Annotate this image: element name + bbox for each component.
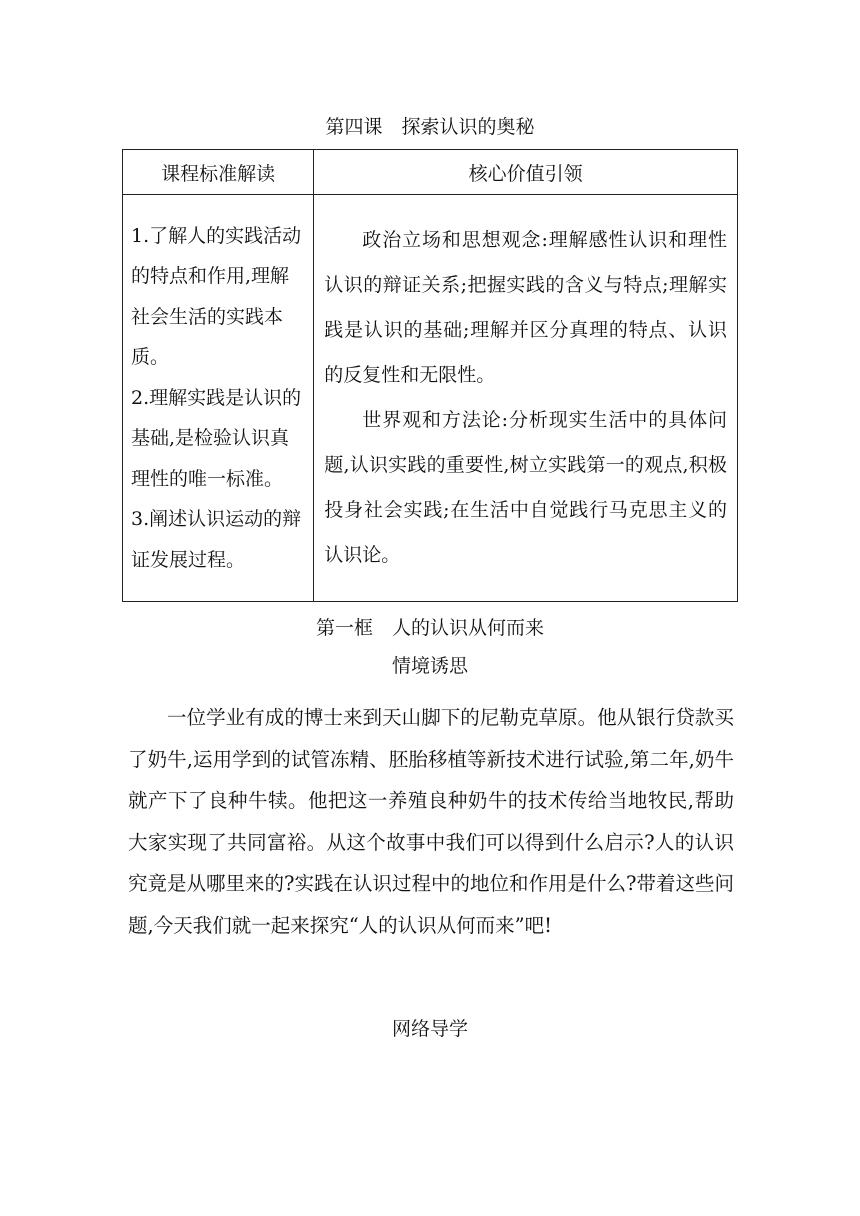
curriculum-standards-table [122, 149, 738, 602]
network-guide-heading: 网络导学 [391, 1018, 468, 1040]
core-values-cell [314, 195, 738, 602]
curriculum-item: 2.理解实践是认识的基础,是检验认识真理性的唯一标准。 [131, 386, 302, 490]
lesson-title: 第四课 探索认识的奥秘 [325, 116, 535, 138]
scenario-paragraph: 一位学业有成的博士来到天山脚下的尼勒克草原。他从银行贷款买了奶牛,运用学到的试管冻精、胚胎移植等新技术进行试验,第二年,奶牛就产下了良种牛犊。他把这一养殖良种奶牛的技术传给当地牧民,帮助大家实现了共同富裕。从这个故事中我们可以得到什么启示?人的认识究竟是从哪里来的?实践在认识过程中的地位和作用是什么?带着这些问题,今天我们就一起来探究“人的认识从何而来”吧! [128, 706, 734, 937]
frame-title: 第一框 人的认识从何而来 [315, 617, 544, 639]
table-body-row [123, 195, 738, 602]
core-value-paragraph: 世界观和方法论:分析现实生活中的具体问题,认识实践的重要性,树立实践第一的观点,积极投身社会实践;在生活中自觉践行马克思主义的认识论。 [324, 409, 727, 566]
scenario-heading: 情境诱思 [391, 655, 468, 677]
core-value-paragraph: 政治立场和思想观念:理解感性认识和理性认识的辩证关系;把握实践的含义与特点;理解实践是认识的基础;理解并区分真理的特点、认识的反复性和无限性。 [324, 229, 727, 386]
header-core-values: 核心价值引领 [314, 150, 738, 195]
curriculum-standards-cell [123, 195, 314, 602]
header-curriculum-standards: 课程标准解读 [123, 150, 314, 195]
curriculum-item: 1.了解人的实践活动的特点和作用,理解社会生活的实践本质。 [131, 224, 302, 369]
curriculum-item: 3.阐述认识运动的辩证发展过程。 [131, 508, 302, 571]
table-header-row [123, 150, 738, 195]
